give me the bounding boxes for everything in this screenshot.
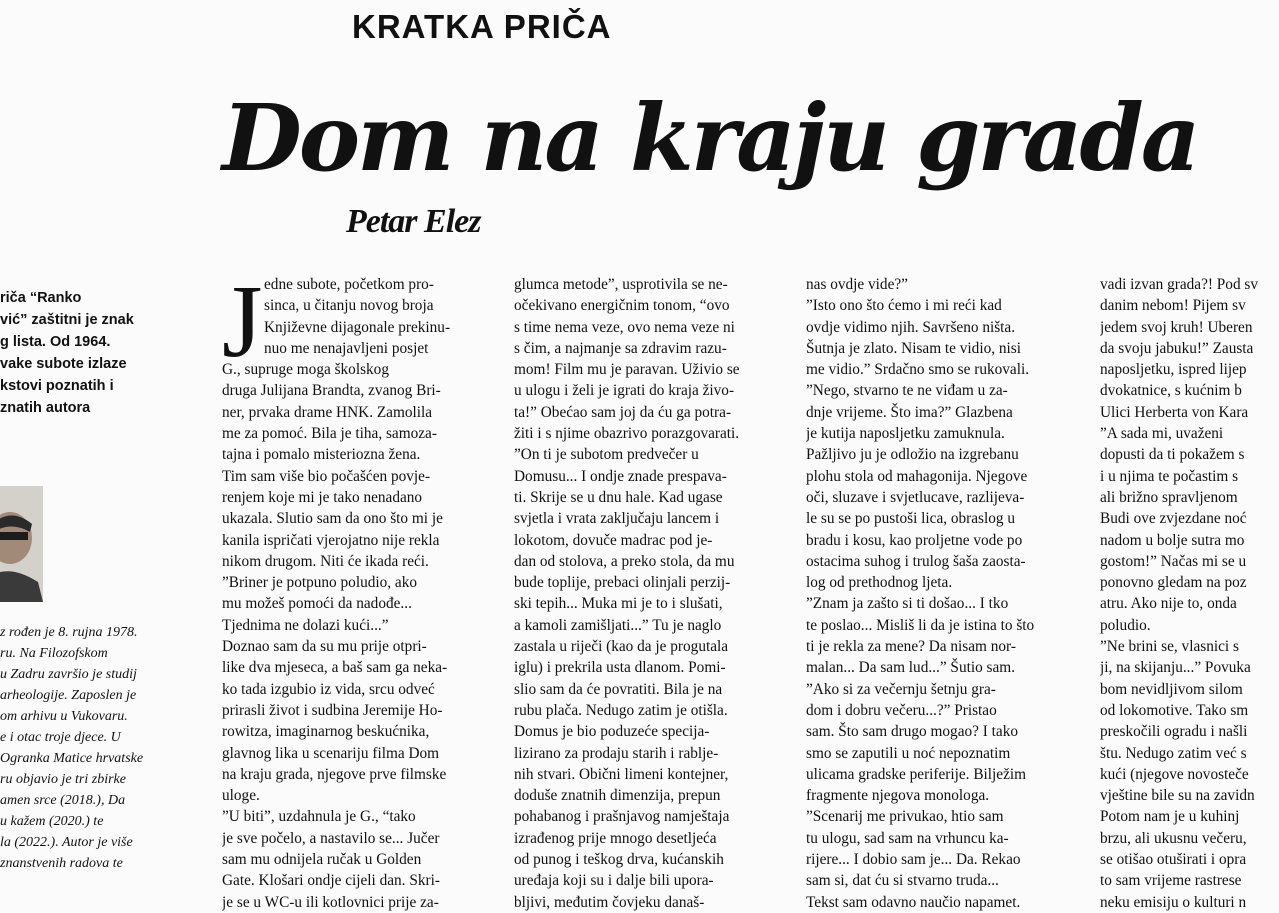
text-line: u ulogu i želi je igrati do kraja živo- xyxy=(514,382,735,400)
author-photo xyxy=(0,486,43,602)
text-line: malan... Da sam lud...” Šutio sam. xyxy=(806,659,1016,677)
text-line: ”Znam ja zašto si ti došao... I tko xyxy=(806,595,1009,613)
text-line: očekivano energičnim tonom, “ovo xyxy=(514,297,730,315)
text-line: vještine bile su na zavidn xyxy=(1100,787,1255,805)
text-line: bljivi, međutim čovjeku današ- xyxy=(514,893,705,911)
text-line: Pažljivo ju je odložio na izgrebanu xyxy=(806,446,1019,464)
text-line: da svoju jabuku!” Zausta xyxy=(1100,339,1254,357)
text-line: ostacima suhog i trulog šaša zaosta- xyxy=(806,552,1026,570)
text-line: na kraju grada, njegove prve filmske xyxy=(222,765,447,783)
text-line: ji, na skijanju...” Povuka xyxy=(1100,659,1251,677)
text-line: to sam vrijeme rastrese xyxy=(1100,872,1242,890)
intro-line: riča “Ranko xyxy=(0,290,82,306)
text-line: ski tepih... Muka mi je to i slušati, xyxy=(514,595,723,613)
author-bio xyxy=(0,622,180,874)
text-line: rijere... I dobio sam je... Da. Rekao xyxy=(806,851,1021,869)
text-line: i u njima te počastim s xyxy=(1100,467,1239,485)
intro-line: znatih autora xyxy=(0,400,91,416)
text-line: atru. Ako nije to, onda xyxy=(1100,595,1237,613)
text-line: ”A sada mi, uvaženi xyxy=(1100,425,1224,443)
text-line: ta!” Obećao sam joj da ću ga potra- xyxy=(514,403,732,421)
text-line: me za pomoć. Bila je tiha, samoza- xyxy=(222,425,437,443)
text-line: Potom nam je u kuhinj xyxy=(1100,808,1240,826)
text-line: Gate. Klošari ondje cijeli dan. Skri- xyxy=(222,872,440,890)
text-line: plohu stola od mahagonija. Njegove xyxy=(806,467,1028,485)
text-line: izrađenog prije mnogo desetljeća xyxy=(514,829,717,847)
text-line: sinca, u čitanju novog broja xyxy=(264,297,434,315)
text-line: te poslao... Misliš li da je istina to što xyxy=(806,616,1035,634)
text-line: se otišao otuširati i opra xyxy=(1100,851,1247,869)
text-line: je sve počelo, a nastavilo se... Jučer xyxy=(222,829,440,847)
text-line: smo se zaputili u noć nepoznatim xyxy=(806,744,1011,762)
text-line: ovdje vidimo njih. Savršeno ništa. xyxy=(806,318,1016,336)
bio-line: e i otac troje djece. U xyxy=(0,730,121,745)
text-line: danim nebom! Pijem sv xyxy=(1100,297,1246,315)
drop-cap: J xyxy=(222,264,263,379)
text-line: neku emisiju o kulturi n xyxy=(1100,893,1247,911)
text-line: Domusu... I ondje znade prespava- xyxy=(514,467,727,485)
text-line: bude toplije, prebaci olinjali perzij- xyxy=(514,574,731,592)
text-line: sam. Što sam drugo mogao? I tako xyxy=(806,723,1018,741)
text-line: žiti i s njime obazrivo porazgovarati. xyxy=(514,425,740,443)
author-byline: Petar Elez xyxy=(346,203,481,240)
text-line: mu možeš pomoći da nadođe... xyxy=(222,595,412,613)
text-line: sam mu odnijela ručak u Golden xyxy=(222,851,422,869)
text-line: kanila ispričati vjerojatno nije rekla xyxy=(222,531,440,549)
text-line: tajna i pomalo misteriozna žena. xyxy=(222,446,421,464)
text-line: ”Ako si za večernju šetnju gra- xyxy=(806,680,996,698)
text-line: edne subote, početkom pro- xyxy=(264,276,434,293)
text-line: ulicama gradske periferije. Bilježim xyxy=(806,765,1027,783)
article-column-2 xyxy=(514,274,778,913)
text-line: le su se po pustoši lica, obraslog u xyxy=(806,510,1016,528)
text-line: rubu plača. Nedugo zatim je otišla. xyxy=(514,701,728,719)
intro-box xyxy=(0,287,160,419)
text-line: ”Ne brini se, vlasnici s xyxy=(1100,638,1239,656)
text-line: iglu) i prekrila usta dlanom. Pomi- xyxy=(514,659,726,677)
bio-line: ru. Na Filozofskom xyxy=(0,646,108,661)
text-line: tu ulogu, sad sam na vrhuncu ka- xyxy=(806,829,1009,847)
text-line: dvokatnice, s kućnim b xyxy=(1100,382,1242,400)
text-line: nikom drugom. Niti će ikada reći. xyxy=(222,552,429,570)
text-line: pohabanog i prašnjavog namještaja xyxy=(514,808,730,826)
intro-line: vake subote izlaze xyxy=(0,356,127,372)
text-line: Budi ove zvjezdane noć xyxy=(1100,510,1247,528)
intro-line: vić” zaštitni je znak xyxy=(0,312,134,328)
text-line: uloge. xyxy=(222,787,260,805)
text-line: Tekst sam odavno naučio napamet. xyxy=(806,893,1021,911)
text-line: nih stvari. Obični limeni kontejner, xyxy=(514,765,729,783)
text-line: fragmente njegova monologa. xyxy=(806,787,990,805)
article-headline: Dom na kraju grada xyxy=(222,84,1198,192)
text-line: svjetla i vrata zaključaju lancem i xyxy=(514,510,720,528)
text-line: a kamoli zamišljati...” Tu je naglo xyxy=(514,616,722,634)
text-line: glavnog lika u scenariju filma Dom xyxy=(222,744,440,762)
text-line: ti. Skrije se u dnu hale. Kad ugase xyxy=(514,488,723,506)
text-line: like dva mjeseca, a baš sam ga neka- xyxy=(222,659,448,677)
text-line: ti je rekla za mene? Da nisam nor- xyxy=(806,638,1016,656)
text-line: Ulici Herberta von Kara xyxy=(1100,403,1249,421)
text-line: slio sam da će povratiti. Bila je na xyxy=(514,680,723,698)
bio-line: om arhivu u Vukovaru. xyxy=(0,709,128,724)
text-line: ”U biti”, uzdahnula je G., “tako xyxy=(222,808,416,826)
text-line: štu. Nedugo zatim već s xyxy=(1100,744,1247,762)
text-line: s time nema veze, ovo nema veze ni xyxy=(514,318,735,336)
text-line: od punog i teškog drva, kućanskih xyxy=(514,851,724,869)
text-line: Tim sam više bio počašćen povje- xyxy=(222,467,431,485)
text-line: doduše znatnih dimenzija, prepun xyxy=(514,787,721,805)
text-line: bom nevidljivom silom xyxy=(1100,680,1243,698)
text-line: ner, prvaka drame HNK. Zamolila xyxy=(222,403,433,421)
intro-line: g lista. Od 1964. xyxy=(0,334,111,350)
text-line: Domus je bio poduzeće specija- xyxy=(514,723,710,741)
text-line: Doznao sam da su mu prije otpri- xyxy=(222,638,427,656)
text-line: lizirano za prodaju starih i rablje- xyxy=(514,744,719,762)
text-line: ali brižno spravljenom xyxy=(1100,488,1238,506)
text-line: rowitza, imaginarnog beskućnika, xyxy=(222,723,430,741)
section-label: KRATKA PRIČA xyxy=(352,8,612,45)
text-line: ”Scenarij me privukao, htio sam xyxy=(806,808,1004,826)
text-line: gostom!” Načas mi se u xyxy=(1100,552,1247,570)
article-column-1 xyxy=(222,264,484,913)
text-line: lokotom, dovuče madrac pod je- xyxy=(514,531,713,549)
text-line: s čim, a najmanje sa zdravim razu- xyxy=(514,339,727,357)
text-line: je se u WC-u ili kotlovnici prije za- xyxy=(222,893,439,911)
text-line: druga Julijana Brandta, zvanog Bri- xyxy=(222,382,441,400)
text-line: dnje vrijeme. Što ima?” Glazbena xyxy=(806,403,1013,421)
text-line: Tjednima ne dolazi kući...” xyxy=(222,616,389,634)
text-line: renjem koje mi je tako nenadano xyxy=(222,488,423,506)
text-line: ko tada izgubio iz vida, srcu odveć xyxy=(222,680,435,698)
text-line: zastala u riječi (kao da je progutala xyxy=(514,638,729,656)
text-line: dom i dobru večeru...?” Pristao xyxy=(806,701,997,719)
text-line: Književne dijagonale prekinu- xyxy=(264,318,451,336)
text-line: nuo me nenajavljeni posjet xyxy=(264,339,429,357)
text-line: uređaja koji su i dalje bili upora- xyxy=(514,872,714,890)
text-line: ”Isto ono što ćemo i mi reći kad xyxy=(806,297,1002,315)
text-line: kući (njegove novosteče xyxy=(1100,765,1249,783)
text-line: od lokomotive. Tako sm xyxy=(1100,701,1249,719)
text-line: ukazala. Slutio sam da ono što mi je xyxy=(222,510,443,528)
article-column-3 xyxy=(806,274,1074,913)
text-line: preskočili ogradu i našli xyxy=(1100,723,1248,741)
text-line: Šutnja je zlato. Nisam te vidio, nisi xyxy=(806,339,1021,357)
text-line: jedem svoj kruh! Uberen xyxy=(1100,318,1253,336)
intro-line: kstovi poznatih i xyxy=(0,378,114,394)
text-line: dopusti da ti pokažem s xyxy=(1100,446,1245,464)
text-line: dan od stolova, a preko stola, da mu xyxy=(514,552,735,570)
text-line: oči, sluzave i svjetlucave, razlijeva- xyxy=(806,488,1025,506)
text-line: nas ovdje vide?” xyxy=(806,276,908,293)
bio-line: arheologije. Zaposlen je xyxy=(0,688,137,703)
text-line: glumca metode”, usprotivila se ne- xyxy=(514,276,728,293)
bio-line: Ogranka Matice hrvatske xyxy=(0,751,144,766)
bio-line: z rođen je 8. rujna 1978. xyxy=(0,625,138,640)
article-column-4 xyxy=(1100,274,1279,913)
bio-line: amen srce (2018.), Da xyxy=(0,793,126,808)
bio-line: u kažem (2020.) te xyxy=(0,814,104,829)
text-line: G., supruge moga školskog xyxy=(222,361,389,379)
text-line: ponovno gledam na poz xyxy=(1100,574,1247,592)
text-line: nadom u bolje sutra mo xyxy=(1100,531,1245,549)
bio-line: ru objavio je tri zbirke xyxy=(0,772,126,787)
text-line: prirasli život i sudbina Jeremije Ho- xyxy=(222,701,443,719)
text-line: ”Briner je potpuno poludio, ako xyxy=(222,574,417,592)
text-line: je kutija naposljetku zamuknula. xyxy=(806,425,1005,443)
text-line: log od prethodnog ljeta. xyxy=(806,574,953,592)
bio-line: u Zadru završio je studij xyxy=(0,667,137,682)
text-line: sam si, dat ću si stvarno truda... xyxy=(806,872,999,890)
text-line: ”On ti je subotom predvečer u xyxy=(514,446,699,464)
bio-line: la (2022.). Autor je više xyxy=(0,835,133,850)
text-line: vadi izvan grada?! Pod sv xyxy=(1100,276,1259,293)
text-line: poludio. xyxy=(1100,616,1151,634)
bio-line: znanstvenih radova te xyxy=(0,856,123,871)
text-line: naposljetku, ispred lijep xyxy=(1100,361,1247,379)
text-line: me vidio.” Srdačno smo se rukovali. xyxy=(806,361,1030,379)
text-line: bradu i kosu, kao proljetne vode po xyxy=(806,531,1023,549)
text-line: mom! Film mu je paravan. Uživio se xyxy=(514,361,740,379)
text-line: brzu, ali ukusnu večeru, xyxy=(1100,829,1247,847)
text-line: ”Nego, stvarno te ne viđam u za- xyxy=(806,382,1008,400)
